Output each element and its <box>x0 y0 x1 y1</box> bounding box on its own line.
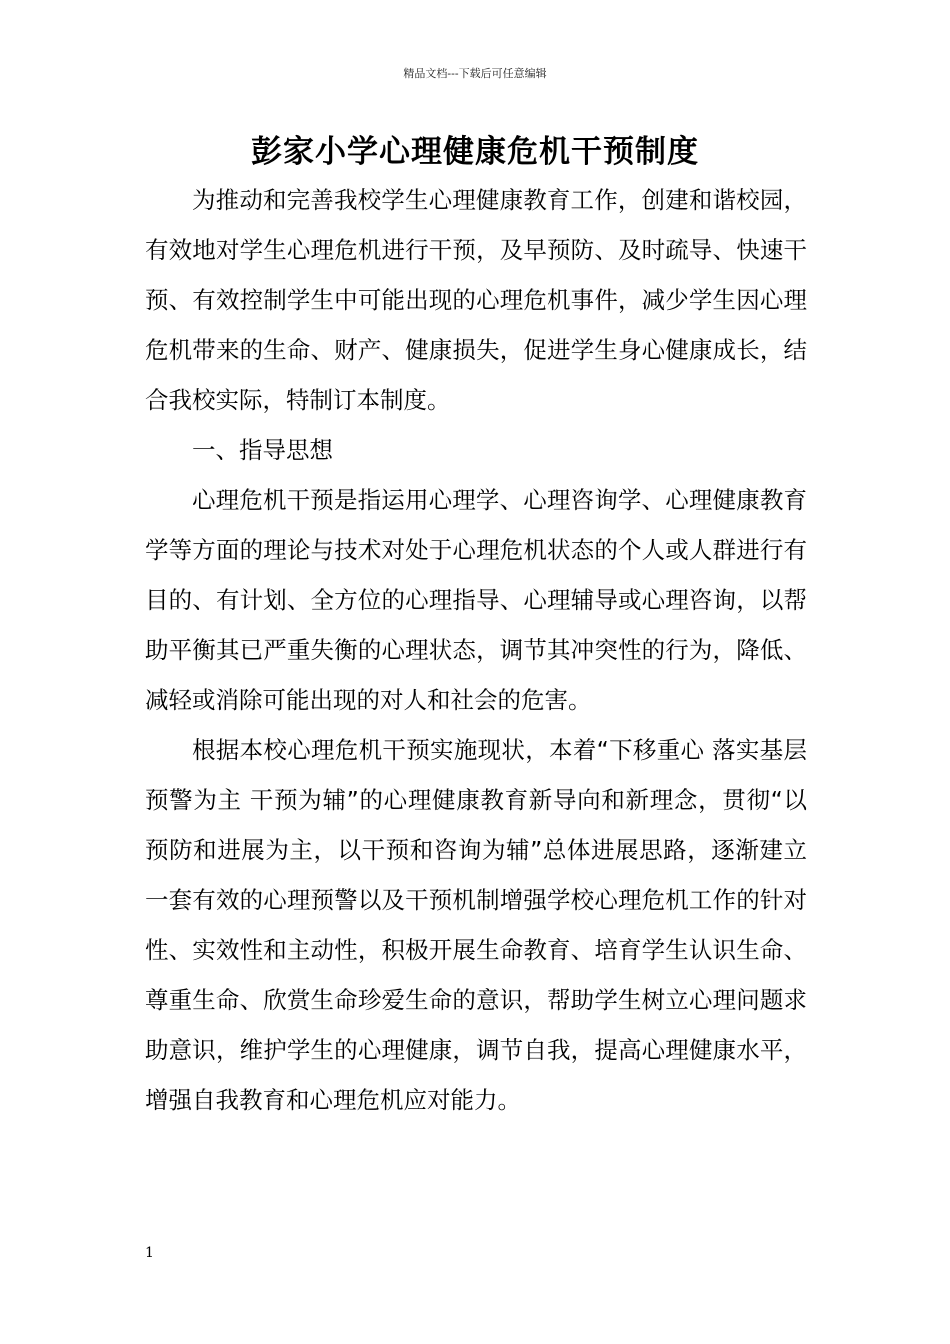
document-body <box>145 175 807 1125</box>
paragraph-principles: 根据本校心理危机干预实施现状，本着“下移重心 落实基层 预警为主 干预为辅”的心理健康教育新导向和新理念，贯彻“以预防和进展为主，以干预和咨询为辅”总体进展思路，逐渐建立一套有效的心理预警以及干预机制增强学校心理危机工作的针对性、实效性和主动性，积极开展生命教育、培育学生认识生命、尊重生命、欣赏生命珍爱生命的意识，帮助学生树立心理问题求助意识，维护学生的心理健康，调节自我，提高心理健康水平，增强自我教育和心理危机应对能力。 <box>145 736 807 1114</box>
section-heading-guiding-ideology: 一、指导思想 <box>192 436 333 464</box>
document-title: 彭家小学心理健康危机干预制度 <box>251 134 699 170</box>
paragraph-intro: 为推动和完善我校学生心理健康教育工作，创建和谐校园，有效地对学生心理危机进行干预，及早预防、及时疏导、快速干预、有效控制学生中可能出现的心理危机事件，减少学生因心理危机带来的生命、财产、健康损失，促进学生身心健康成长，结合我校实际，特制订本制度。 <box>145 186 807 414</box>
paragraph-definition: 心理危机干预是指运用心理学、心理咨询学、心理健康教育学等方面的理论与技术对处于心理危机状态的个人或人群进行有目的、有计划、全方位的心理指导、心理辅导或心理咨询，以帮助平衡其已严重失衡的心理状态，调节其冲突性的行为，降低、减轻或消除可能出现的对人和社会的危害。 <box>145 486 807 714</box>
page-number: 1 <box>145 1245 154 1261</box>
header-note: 精品文档---下载后可任意编辑 <box>403 67 547 80</box>
